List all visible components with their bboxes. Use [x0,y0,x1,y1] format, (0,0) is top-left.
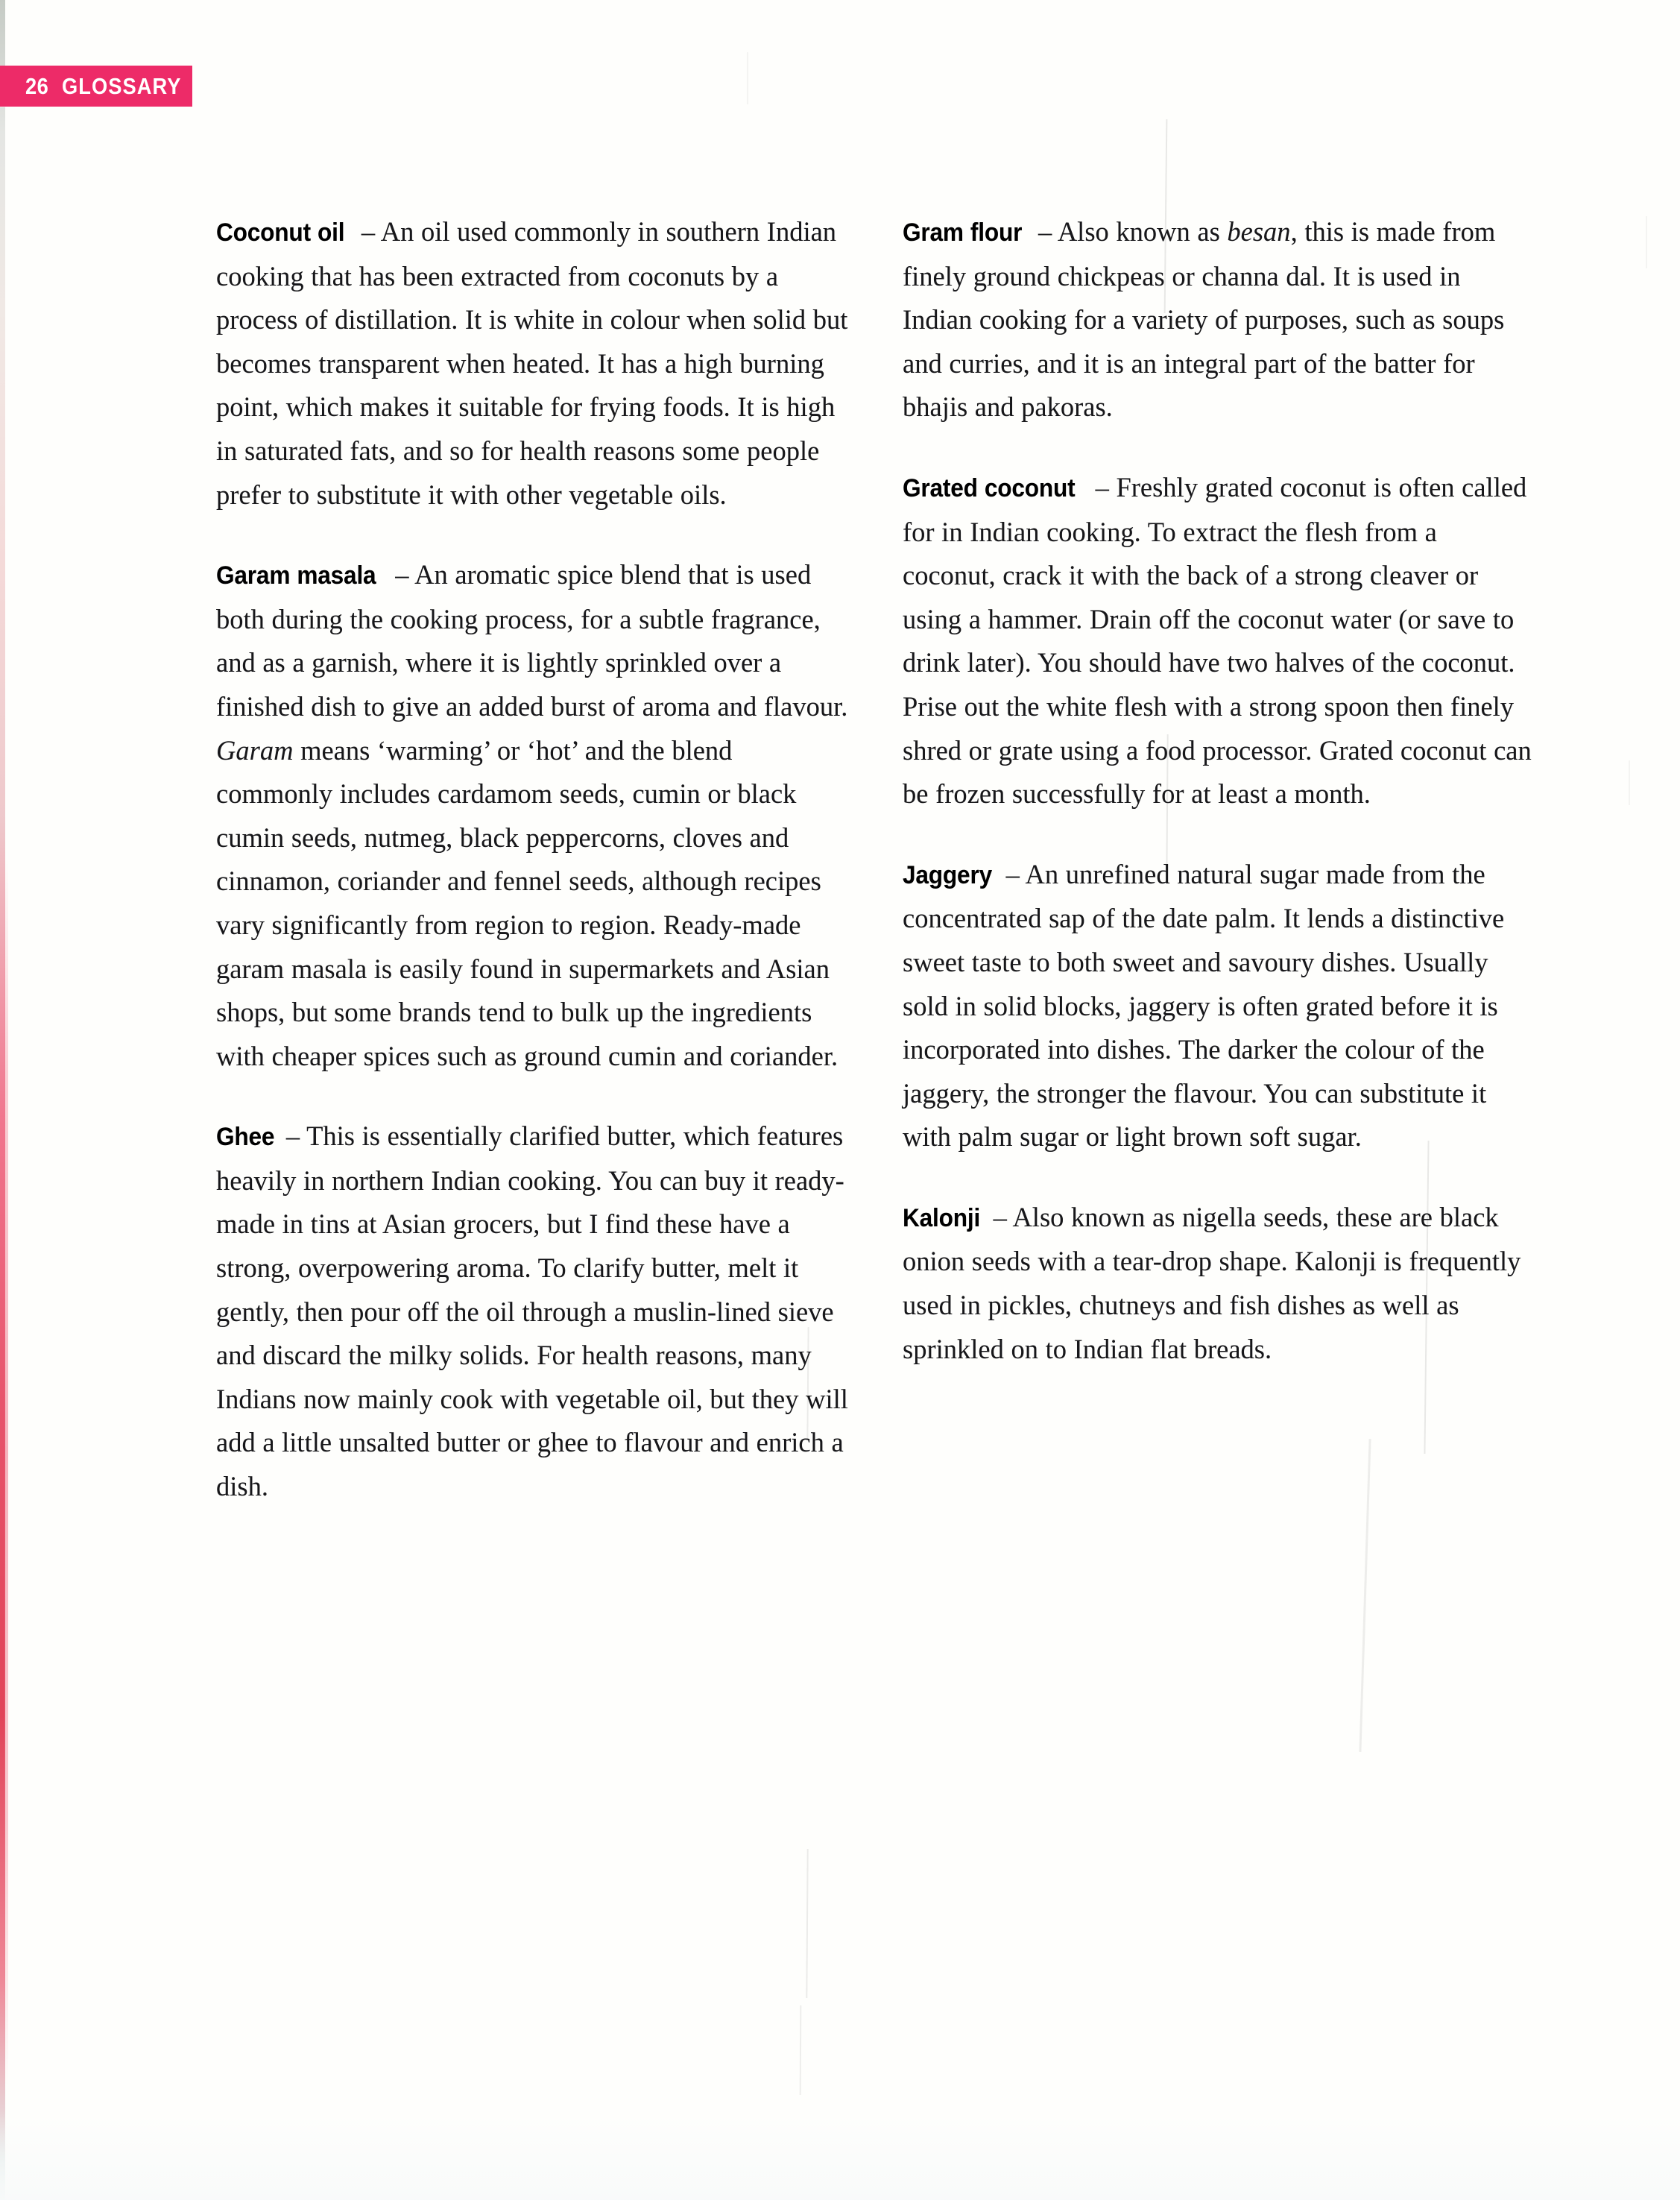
glossary-entry-grated-coconut [903,466,1535,816]
scan-crease-artifact [1646,216,1647,268]
entry-body-part-1: Also known as [1057,216,1228,247]
scan-crease-artifact [800,2005,802,2095]
page-number: 26 [25,72,49,99]
entry-body: This is essentially clarified butter, which features heavily in northern Indian cooking. You can buy it ready-made in tins at Asian grocers, but I find these have a strong, overpowering aroma. To clarify butter, melt it gently, then pour off the oil through a muslin-lined sieve and discard the milky solids. For health reasons, many Indians now mainly cook with vegetable oil, but they will add a little unsalted butter or ghee to flavour and enrich a dish. [216,1121,848,1502]
entry-term: Gram flour [903,218,1023,247]
entry-paragraph [216,1115,849,1508]
right-column [903,210,1535,1509]
entry-body-part-2: means ‘warming’ or ‘hot’ and the blend commonly includes cardamom seeds, cumin or black cumin seeds, nutmeg, black peppercorns, cloves and cinnamon, coriander and fennel seeds, although recipes vary significantly from region to region. Ready-made garam masala is easily found in supermarkets and Asian shops, but some brands tend to bulk up the ingredients with cheaper spices such as ground cumin and coriander. [216,734,839,1071]
entry-italic-term: besan [1227,216,1291,247]
entry-dash: – [354,216,381,247]
glossary-entry-garam-masala [216,553,849,1078]
glossary-entry-kalonji [903,1196,1535,1371]
scan-crease-artifact [806,1849,808,1998]
entry-body: Also known as nigella seeds, these are black onion seeds with a tear-drop shape. Kalonji is frequently used in pickles, chutneys and fish dishes as well as sprinkled on to Indian flat breads. [903,1201,1521,1364]
glossary-entry-jaggery [903,853,1535,1159]
entry-body: Freshly grated coconut is often called for in Indian cooking. To extract the flesh from a coconut, crack it with the back of a strong cleaver or using a hammer. Drain off the coconut water (or save to drink later). You should have two halves of the coconut. Prise out the white flesh with a strong spoon then finely shred or grate using a food processor. Grated coconut can be frozen successfully for at least a month. [903,471,1532,810]
entry-body: An oil used commonly in southern Indian cooking that has been extracted from coconuts by a process of distillation. It is white in colour when solid but becomes transparent when heated. It has a high burning point, which makes it suitable for frying foods. It is high in saturated fats, and so for health reasons some people prefer to substitute it with other vegetable oils. [216,216,848,510]
scan-edge-artifact-left-secondary [4,857,8,2087]
scan-crease-artifact [747,52,748,104]
entry-paragraph [903,466,1535,816]
entry-dash: – [279,1121,307,1152]
entry-paragraph [903,210,1535,429]
scan-edge-artifact-left [0,0,5,2200]
glossary-entry-coconut-oil [216,210,849,517]
entry-term: Kalonji [903,1203,981,1232]
entry-italic-term: Garam [216,734,294,766]
entry-dash: – [985,1201,1013,1232]
entry-dash: – [1087,471,1117,502]
entry-dash: – [388,559,415,590]
page-section-title: GLOSSARY [62,72,183,99]
entry-term: Coconut oil [216,218,345,247]
entry-paragraph [216,553,849,1078]
glossary-columns [216,210,1535,1509]
glossary-entry-ghee [216,1115,849,1508]
entry-paragraph [216,210,849,517]
glossary-entry-gram-flour [903,210,1535,429]
entry-term: Ghee [216,1123,275,1152]
entry-paragraph [903,853,1535,1159]
page-header-tab [0,66,192,107]
entry-dash: – [1031,216,1058,247]
scan-crease-artifact [1629,760,1630,805]
left-column [216,210,849,1509]
entry-dash: – [999,858,1026,889]
entry-paragraph [903,1196,1535,1371]
entry-term: Garam masala [216,561,376,590]
entry-body-part-1: An aromatic spice blend that is used both during the cooking process, for a subtle fragrance, and as a garnish, where it is lightly sprinkled over a finished dish to give an added burst of aroma and flavour. [216,559,848,722]
entry-term: Jaggery [903,860,992,889]
entry-body-part-2: , this is made from finely ground chickpeas or channa dal. It is used in Indian cooking for a variety of purposes, such as soups and curries, and it is an integral part of the batter for bhajis and pakoras. [903,216,1505,423]
page-header-tab-inner [25,73,198,100]
scan-bottom-haze-artifact [0,2111,1680,2200]
entry-term: Grated coconut [903,473,1076,502]
entry-body: An unrefined natural sugar made from the concentrated sap of the date palm. It lends a distinctive sweet taste to both sweet and savoury dishes. Usually sold in solid blocks, jaggery is often grated before it is incorporated into dishes. The darker the colour of the jaggery, the stronger the flavour. You can substitute it with palm sugar or light brown soft sugar. [903,858,1505,1153]
